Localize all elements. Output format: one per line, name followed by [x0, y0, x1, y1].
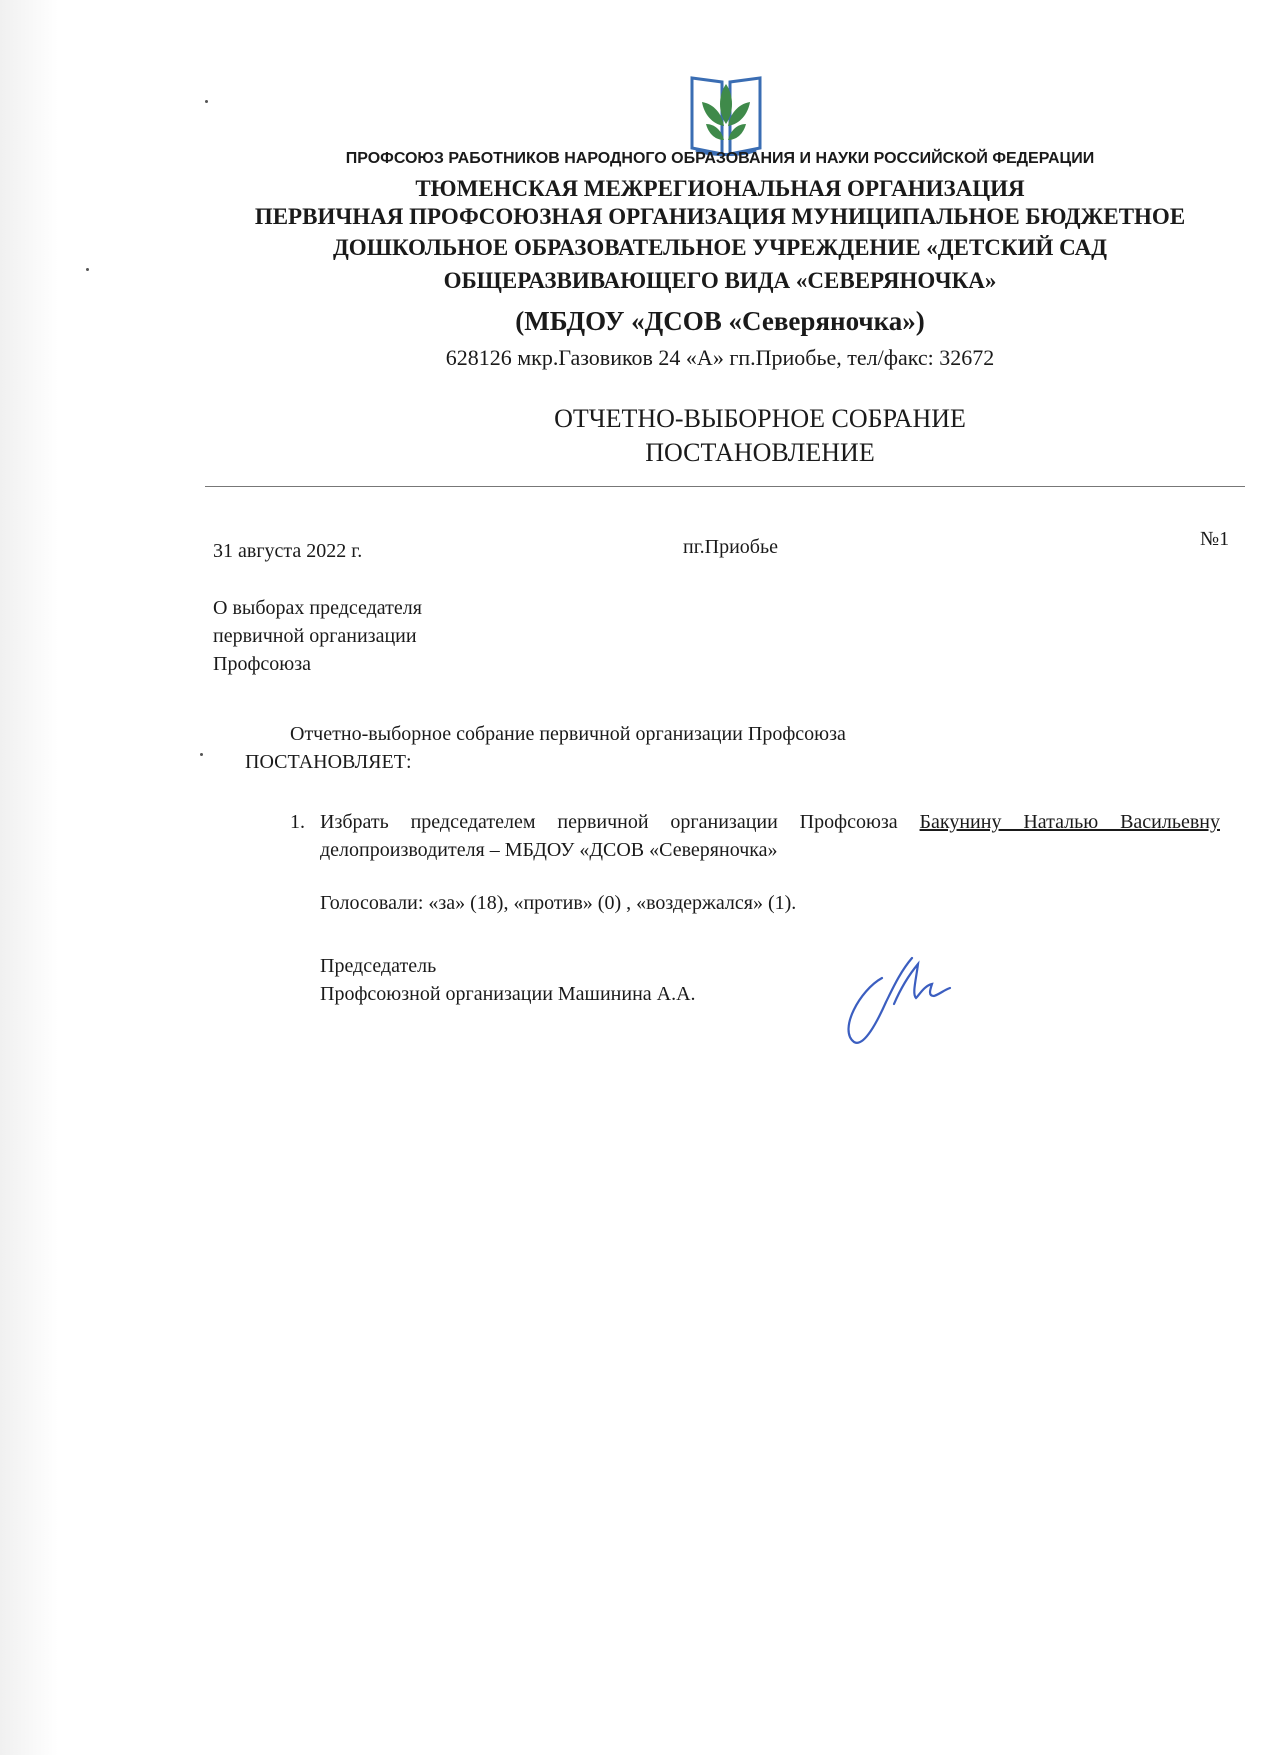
- document-place: пг.Приобье: [683, 536, 778, 558]
- intro-line: Отчетно-выборное собрание первичной организации Профсоюза: [290, 723, 846, 745]
- primary-org-line-3: ОБЩЕРАЗВИВАЮЩЕГО ВИДА «СЕВЕРЯНОЧКА»: [443, 268, 997, 293]
- meeting-title: ОТЧЕТНО-ВЫБОРНОЕ СОБРАНИЕ: [554, 404, 966, 433]
- item-text-before: Избрать председателем первичной организации Профсоюза: [320, 811, 920, 833]
- item-number: 1.: [290, 811, 305, 833]
- handwritten-signature: [820, 950, 970, 1050]
- document-date: 31 августа 2022 г.: [213, 540, 363, 562]
- resolution-item: [290, 808, 1220, 864]
- document-number: №1: [1200, 528, 1230, 550]
- elected-name: Бакунину Наталью Васильевну: [919, 811, 1220, 833]
- subject-line: первичной организации: [213, 625, 417, 647]
- org-address: 628126 мкр.Газовиков 24 «А» гп.Приобье, тел/факс: 32672: [445, 345, 995, 370]
- scan-speck: [200, 753, 203, 756]
- subject-line: Профсоюза: [213, 653, 311, 675]
- org-short-name: (МБДОУ «ДСОВ «Северяночка»): [515, 306, 925, 336]
- primary-org-line-2: ДОШКОЛЬНОЕ ОБРАЗОВАТЕЛЬНОЕ УЧРЕЖДЕНИЕ «ДЕТСКИЙ САД: [332, 235, 1108, 260]
- chair-block: [320, 952, 696, 1008]
- regional-title: ТЮМЕНСКАЯ МЕЖРЕГИОНАЛЬНАЯ ОРГАНИЗАЦИЯ: [415, 176, 1025, 201]
- chair-title: Председатель: [320, 955, 437, 977]
- document-subject: [213, 594, 422, 678]
- scan-speck: [86, 268, 89, 271]
- resolution-intro: [245, 720, 846, 776]
- document-type: ПОСТАНОВЛЕНИЕ: [645, 438, 875, 467]
- chair-name: Профсоюзной организации Машинина А.А.: [320, 983, 696, 1005]
- scan-edge-shadow: [0, 0, 58, 1755]
- intro-resolves: ПОСТАНОВЛЯЕТ:: [245, 751, 412, 773]
- federation-title: ПРОФСОЮЗ РАБОТНИКОВ НАРОДНОГО ОБРАЗОВАНИЯ И НАУКИ РОССИЙСКОЙ ФЕДЕРАЦИИ: [345, 150, 1095, 167]
- item-text: [320, 808, 1220, 864]
- item-text-after: делопроизводителя – МБДОУ «ДСОВ «Северяночка»: [320, 839, 778, 861]
- header-divider: [205, 486, 1245, 487]
- primary-org-line-1: ПЕРВИЧНАЯ ПРОФСОЮЗНАЯ ОРГАНИЗАЦИЯ МУНИЦИПАЛЬНОЕ БЮДЖЕТНОЕ: [254, 204, 1186, 229]
- union-logo-icon: [688, 70, 764, 158]
- subject-line: О выборах председателя: [213, 597, 422, 619]
- scan-speck: [205, 100, 208, 103]
- vote-results: Голосовали: «за» (18), «против» (0) , «воздержался» (1).: [320, 892, 797, 914]
- document-heading: [380, 402, 1140, 470]
